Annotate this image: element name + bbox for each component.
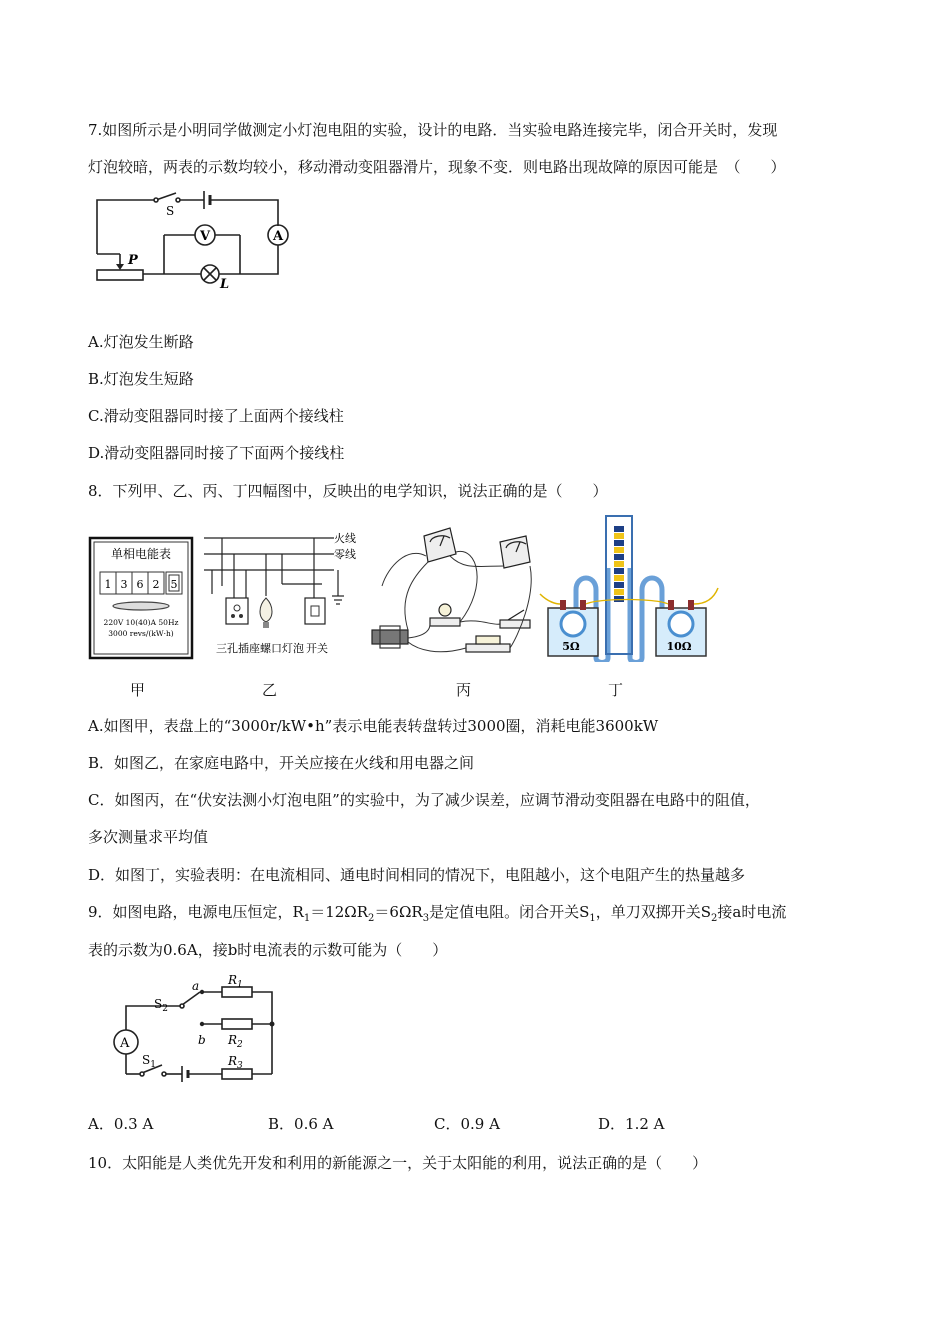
- q9-s2-label: $S_2$: [154, 997, 168, 1014]
- q7-switch-label: S: [166, 204, 175, 218]
- q8-fig-yi-home-circuit: [202, 526, 362, 660]
- q9-option-c: C．0.9 A: [434, 1115, 500, 1133]
- q8-switch-label: 开关: [306, 642, 328, 655]
- q7-circuit-diagram: [92, 188, 292, 290]
- q7-option-a: A.灯泡发生断路: [88, 333, 194, 351]
- q8-stem: 8．下列甲、乙、丙、丁四幅图中，反映出的电学知识，说法正确的是（ ）: [88, 482, 608, 500]
- meter-digit-3: 6: [136, 578, 144, 591]
- q8-right-resistor-label: 10Ω: [666, 640, 692, 653]
- q9-circuit-diagram: [108, 972, 284, 1090]
- meter-digit-4: 2: [152, 578, 160, 591]
- q8-fig-jia-meter: [88, 536, 194, 660]
- q7-slider-label: P: [128, 253, 138, 268]
- q8-meter-spec1: 220V 10(40)A 50Hz: [103, 618, 179, 627]
- q9-r1-label: $R_1$: [228, 973, 243, 990]
- q8-option-c-line2: 多次测量求平均值: [88, 828, 209, 846]
- q8-caption-ding: 丁: [608, 681, 624, 699]
- q7-option-b: B.灯泡发生短路: [88, 370, 194, 388]
- q8-caption-jia: 甲: [130, 681, 146, 699]
- q7-stem-line1: 7.如图所示是小明同学做测定小灯泡电阻的实验，设计的电路．当实验电路连接完毕，闭合开关时，发现: [88, 121, 778, 139]
- q8-live-wire-label: 火线: [334, 532, 356, 545]
- q7-option-c: C.滑动变阻器同时接了上面两个接线柱: [88, 407, 344, 425]
- q8-option-c-line1: C．如图丙，在“伏安法测小灯泡电阻”的实验中，为了减少误差，应调节滑动变阻器在电路中的阻值，: [88, 791, 760, 809]
- q8-option-b: B．如图乙，在家庭电路中，开关应接在火线和用电器之间: [88, 754, 475, 772]
- q9-r3-label: $R_3$: [228, 1054, 243, 1071]
- q8-meter-title: 单相电能表: [110, 547, 172, 561]
- meter-digit-5: 5: [170, 578, 178, 591]
- q8-left-resistor-label: 5Ω: [562, 640, 580, 653]
- q7-stem-line2: 灯泡较暗，两表的示数均较小，移动滑动变阻器滑片，现象不变．则电路出现故障的原因可能是 （ ）: [88, 158, 786, 176]
- q8-option-a: A.如图甲，表盘上的“3000r/kW•h”表示电能表转盘转过3000圈，消耗电能3600kW: [88, 717, 659, 735]
- q8-neutral-wire-label: 零线: [334, 548, 356, 561]
- meter-digit-1: 1: [104, 578, 112, 591]
- meter-digit-2: 3: [120, 578, 128, 591]
- q7-voltmeter-label: V: [200, 229, 211, 244]
- q8-socket-label: 三孔插座: [216, 642, 260, 655]
- q7-ammeter-label: A: [273, 229, 284, 244]
- q9-stem-line1: 9．如图电路，电源电压恒定，$R_1=12\Omega R_2=6\Omega R_3$是定值电阻。闭合开关$S_1$，单刀双掷开关$S_2$接a时电流: [88, 903, 787, 924]
- q7-lamp-label: L: [220, 277, 230, 290]
- q9-option-a: A．0.3 A: [88, 1115, 154, 1133]
- q9-stem-line2: 表的示数为0.6A，接b时电流表的示数可能为（ ）: [88, 941, 448, 959]
- q8-caption-bing: 丙: [456, 681, 472, 699]
- q9-option-d: D．1.2 A: [598, 1115, 665, 1133]
- q9-contact-b-label: b: [198, 1033, 206, 1047]
- q10-stem: 10．太阳能是人类优先开发和利用的新能源之一，关于太阳能的利用，说法正确的是（ ）: [88, 1154, 708, 1172]
- q8-option-d: D．如图丁，实验表明：在电流相同、通电时间相同的情况下，电阻越小，这个电阻产生的热量越多: [88, 866, 746, 884]
- q9-s1-label: $S_1$: [142, 1053, 156, 1070]
- q9-r2-label: $R_2$: [228, 1033, 243, 1050]
- q7-option-d: D.滑动变阻器同时接了下面两个接线柱: [88, 444, 345, 462]
- q9-ammeter-label: A: [120, 1036, 130, 1051]
- q9-contact-a-label: a: [192, 979, 200, 993]
- q9-option-b: B．0.6 A: [268, 1115, 334, 1133]
- q8-fig-ding-heating: [538, 512, 720, 662]
- q8-fig-bing-experiment: [368, 526, 540, 660]
- q8-bulb-label: 螺口灯泡: [260, 642, 304, 655]
- q8-caption-yi: 乙: [262, 681, 278, 699]
- q8-meter-spec2: 3000 revs/(kW·h): [108, 629, 174, 638]
